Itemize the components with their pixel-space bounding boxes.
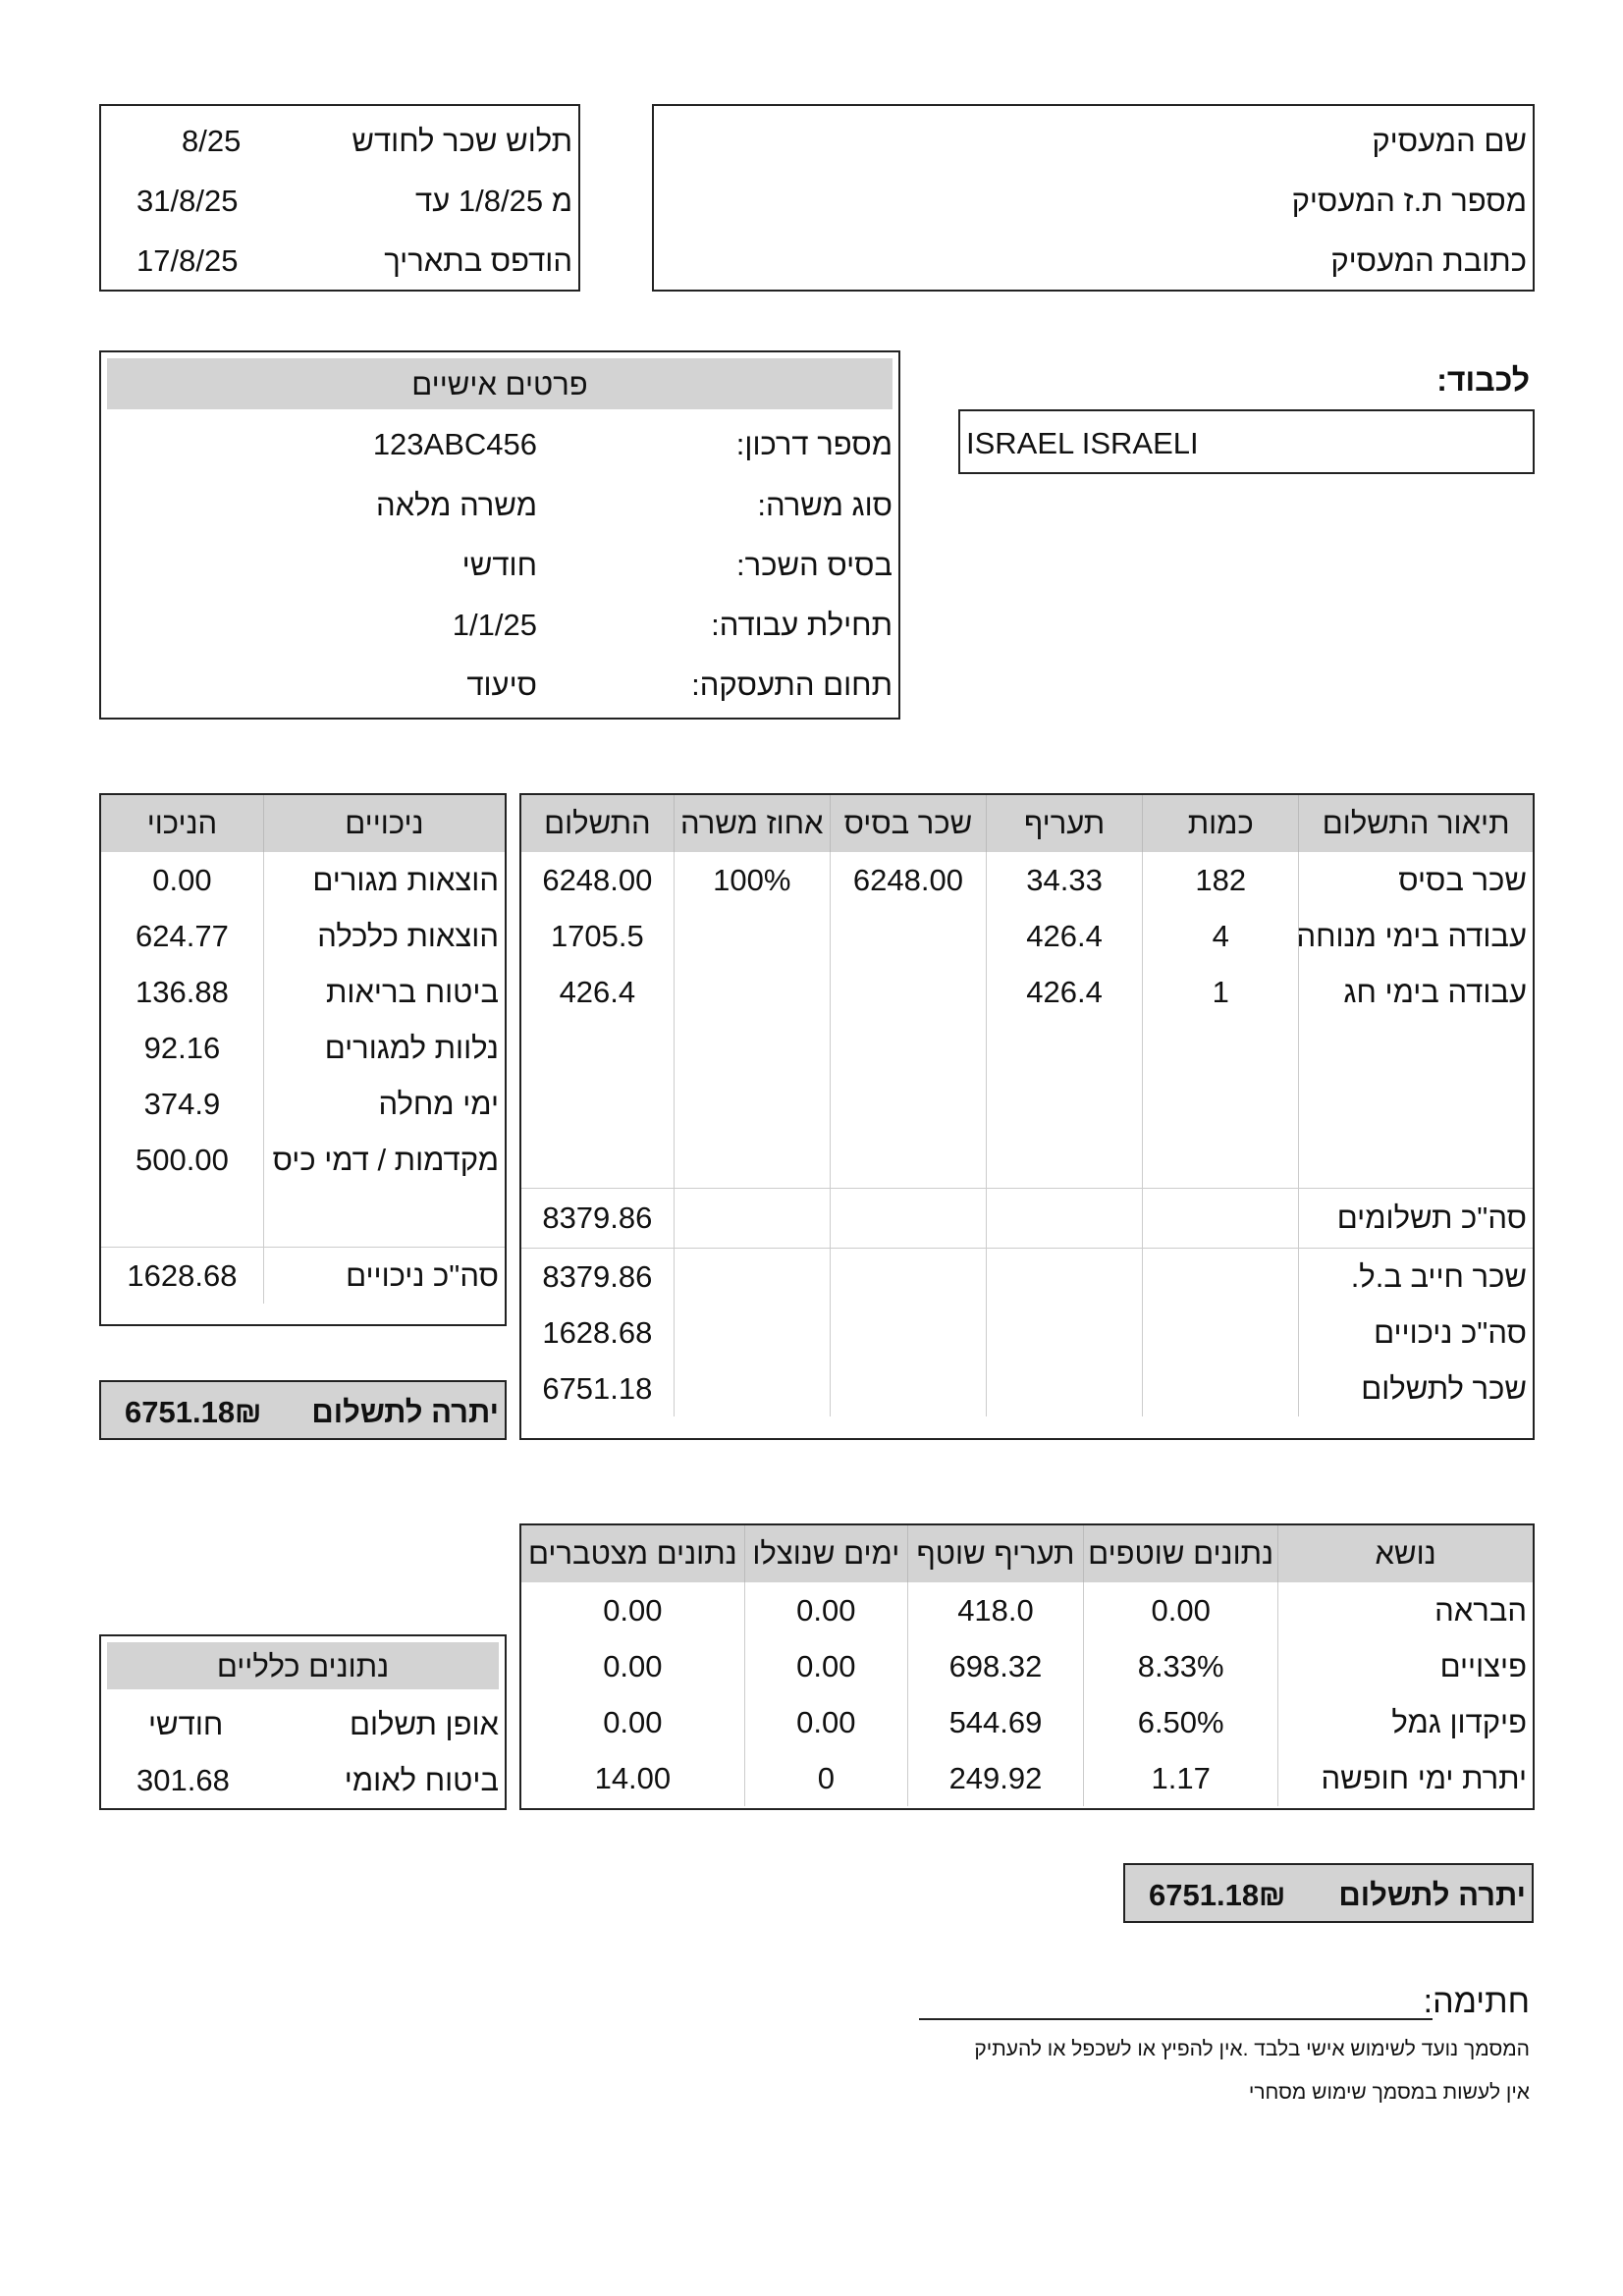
cell-job-percent xyxy=(674,1132,830,1189)
payments-total-row xyxy=(521,1249,1533,1306)
period-range-label: מ 1/8/25 עד xyxy=(415,184,572,218)
cell-current-rate: 418.0 xyxy=(907,1582,1083,1638)
cell-current-rate: 544.69 xyxy=(907,1694,1083,1750)
deductions-row xyxy=(101,1076,505,1132)
accruals-table xyxy=(521,1525,1533,1806)
cell-days-used: 0.00 xyxy=(744,1582,907,1638)
cell-subject: יתרת ימי חופשה xyxy=(1278,1750,1533,1806)
payments-row xyxy=(521,852,1533,908)
accruals-row xyxy=(521,1582,1533,1638)
cell-rate xyxy=(987,1132,1143,1189)
col-quantity: כמות xyxy=(1143,795,1299,852)
employer-id-label: מספר ת.ז המעסיק xyxy=(1291,184,1527,218)
cell-payment-desc xyxy=(1299,1132,1533,1189)
cell-accumulated: 14.00 xyxy=(594,1760,672,1795)
cell-payment: 6248.00 xyxy=(542,862,653,897)
payment-method-label: אופן תשלום xyxy=(349,1707,499,1741)
accruals-body xyxy=(521,1582,1533,1806)
cell-quantity xyxy=(1143,1020,1299,1076)
cell-payment-desc: שכר חייב ב.ל. xyxy=(1299,1249,1533,1306)
passport-value: 123ABC456 xyxy=(372,427,537,461)
cell-quantity: 182 xyxy=(1143,852,1299,908)
cell-deduction-name: הוצאות מגורים xyxy=(263,852,505,908)
payments-row xyxy=(521,1076,1533,1132)
cell-base-salary xyxy=(830,1249,986,1306)
payments-total-row xyxy=(521,1189,1533,1249)
cell-current-rate: 249.92 xyxy=(907,1750,1083,1806)
balance-value: 6751.18₪ xyxy=(125,1395,262,1429)
cell-deduction-amount: 500.00 xyxy=(135,1142,229,1177)
deductions-row xyxy=(101,1020,505,1076)
cell-days-used: 0.00 xyxy=(744,1638,907,1694)
col-rate: תעריף xyxy=(987,795,1143,852)
cell-deduction-name xyxy=(263,1188,505,1248)
deductions-table-box xyxy=(99,793,507,1326)
cell-job-percent xyxy=(674,1189,830,1249)
cell-payment-desc: שכר בסיס xyxy=(1299,852,1533,908)
general-data-box xyxy=(99,1634,507,1810)
cell-deduction-name: נלוות למגורים xyxy=(263,1020,505,1076)
accruals-row xyxy=(521,1694,1533,1750)
deductions-spacer-row xyxy=(101,1188,505,1248)
start-date-value: 1/1/25 xyxy=(452,608,537,642)
cell-payment xyxy=(521,1076,674,1132)
col-current-data: נתונים שוטפים xyxy=(1084,1525,1278,1582)
period-month-label: תלוש שכר לחודש xyxy=(352,124,572,158)
cell-deduction-name: מקדמות / דמי כיס xyxy=(263,1132,505,1188)
employer-box xyxy=(652,104,1535,292)
payments-row xyxy=(521,908,1533,964)
cell-deduction-name: סה"כ ניכויים xyxy=(263,1248,505,1305)
occupation-value: סיעוד xyxy=(466,667,537,702)
deductions-total-row xyxy=(101,1248,505,1305)
accruals-row xyxy=(521,1638,1533,1694)
cell-current-data: 8.33% xyxy=(1084,1638,1278,1694)
cell-quantity xyxy=(1143,1076,1299,1132)
cell-payment xyxy=(521,1132,674,1189)
balance-label: יתרה לתשלום xyxy=(311,1395,499,1429)
payment-method-value: חודשי xyxy=(148,1707,224,1741)
payments-total-row xyxy=(521,1361,1533,1416)
cell-base-salary: 6248.00 xyxy=(830,852,986,908)
cell-rate xyxy=(987,1249,1143,1306)
cell-payment-desc: שכר לתשלום xyxy=(1299,1361,1533,1416)
job-type-label: סוג משרה: xyxy=(757,488,893,522)
cell-job-percent xyxy=(674,1076,830,1132)
salary-basis-label: בסיס השכר: xyxy=(736,548,893,582)
disclaimer-note-1: המסמך נועד לשימוש אישי בלבד .אין להפיץ או לשכפל או להעתיק xyxy=(974,2038,1530,2060)
salary-basis-value: חודשי xyxy=(461,548,537,582)
cell-job-percent xyxy=(674,964,830,1020)
cell-rate: 426.4 xyxy=(987,908,1143,964)
cell-payment: 426.4 xyxy=(559,974,636,1009)
cell-base-salary xyxy=(830,908,986,964)
cell-payment-desc: עבודה בימי מנוחה xyxy=(1299,908,1533,964)
signature-line xyxy=(919,2018,1433,2020)
col-subject: נושא xyxy=(1278,1525,1533,1582)
national-insurance-value: 301.68 xyxy=(136,1763,230,1797)
accruals-table-box xyxy=(519,1523,1535,1810)
cell-payment: 8379.86 xyxy=(521,1249,674,1306)
cell-payment-desc: סה"כ ניכויים xyxy=(1299,1305,1533,1361)
cell-current-data: 0.00 xyxy=(1084,1582,1278,1638)
passport-label: מספר דרכון: xyxy=(735,427,893,461)
employer-name-label: שם המעסיק xyxy=(1372,124,1527,158)
balance-bottom-value: 6751.18₪ xyxy=(1149,1878,1286,1912)
cell-current-data: 6.50% xyxy=(1084,1694,1278,1750)
payments-header-row xyxy=(521,795,1533,852)
cell-quantity xyxy=(1143,1305,1299,1361)
cell-deduction-amount xyxy=(101,1188,263,1248)
cell-payment: 8379.86 xyxy=(521,1189,674,1249)
cell-quantity xyxy=(1143,1249,1299,1306)
occupation-label: תחום התעסקה: xyxy=(691,667,893,702)
cell-deduction-amount: 624.77 xyxy=(135,918,229,953)
cell-rate: 34.33 xyxy=(987,852,1143,908)
disclaimer-note-2: אין לעשות במסמך שימוש מסחרי xyxy=(1248,2081,1530,2104)
cell-accumulated: 0.00 xyxy=(603,1648,663,1683)
printed-date-label: הודפס בתאריך xyxy=(384,243,572,278)
personal-details-box xyxy=(99,350,900,720)
cell-deduction-name: הוצאות כלכלה xyxy=(263,908,505,964)
col-deduction-amount: הניכוי xyxy=(101,795,263,852)
cell-quantity: 4 xyxy=(1143,908,1299,964)
cell-payment xyxy=(521,1020,674,1076)
payments-row xyxy=(521,1020,1533,1076)
col-payment: התשלום xyxy=(521,795,674,852)
col-payment-desc: תיאור התשלום xyxy=(1299,795,1533,852)
cell-job-percent xyxy=(674,1305,830,1361)
cell-deduction-amount: 92.16 xyxy=(143,1030,221,1065)
cell-accumulated: 0.00 xyxy=(603,1704,663,1739)
cell-job-percent xyxy=(674,1249,830,1306)
cell-base-salary xyxy=(830,1132,986,1189)
balance-box-bottom xyxy=(1123,1863,1534,1923)
cell-base-salary xyxy=(830,1076,986,1132)
cell-quantity xyxy=(1143,1361,1299,1416)
cell-base-salary xyxy=(830,1361,986,1416)
cell-quantity xyxy=(1143,1189,1299,1249)
cell-job-percent xyxy=(674,1020,830,1076)
accruals-row xyxy=(521,1750,1533,1806)
printed-date-value: 17/8/25 xyxy=(136,243,239,278)
period-range-value: 31/8/25 xyxy=(136,184,239,218)
col-job-percent: אחוז משרה xyxy=(674,795,830,852)
cell-deduction-amount: 374.9 xyxy=(143,1086,221,1121)
payments-table xyxy=(521,795,1533,1416)
job-type-value: משרה מלאה xyxy=(375,488,537,522)
cell-subject: הבראה xyxy=(1278,1582,1533,1638)
personal-details-header xyxy=(107,358,893,409)
general-data-title: נתונים כלליים xyxy=(216,1649,390,1683)
col-current-rate: תעריף שוטף xyxy=(907,1525,1083,1582)
deductions-row xyxy=(101,1132,505,1188)
cell-days-used: 0 xyxy=(744,1750,907,1806)
payments-body xyxy=(521,852,1533,1416)
cell-payment: 1705.5 xyxy=(550,918,644,953)
cell-quantity: 1 xyxy=(1143,964,1299,1020)
accruals-header-row xyxy=(521,1525,1533,1582)
payments-table-box xyxy=(519,793,1535,1440)
cell-rate xyxy=(987,1076,1143,1132)
start-date-label: תחילת עבודה: xyxy=(711,608,893,642)
deductions-table xyxy=(101,795,505,1304)
deductions-row xyxy=(101,964,505,1020)
cell-payment: 1628.68 xyxy=(542,1314,653,1350)
deductions-header-row xyxy=(101,795,505,852)
cell-job-percent xyxy=(674,1361,830,1416)
payments-row xyxy=(521,964,1533,1020)
national-insurance-label: ביטוח לאומי xyxy=(344,1763,499,1797)
cell-rate xyxy=(987,1361,1143,1416)
deductions-body xyxy=(101,852,505,1304)
cell-accumulated: 0.00 xyxy=(603,1592,663,1628)
recipient-name: ISRAEL ISRAELI xyxy=(966,426,1199,460)
period-month-value: 8/25 xyxy=(182,124,242,158)
deductions-row xyxy=(101,908,505,964)
cell-deduction-amount: 0.00 xyxy=(152,862,212,897)
recipient-name-box xyxy=(958,409,1535,474)
cell-current-data: 1.17 xyxy=(1084,1750,1278,1806)
signature-label: חתימה: xyxy=(1423,1983,1530,2020)
cell-rate xyxy=(987,1020,1143,1076)
cell-current-rate: 698.32 xyxy=(907,1638,1083,1694)
cell-subject: פיקדון גמל xyxy=(1278,1694,1533,1750)
cell-deduction-name: ימי מחלה xyxy=(263,1076,505,1132)
cell-base-salary xyxy=(830,1020,986,1076)
employer-address-label: כתובת המעסיק xyxy=(1330,243,1527,278)
col-deduction-name: ניכויים xyxy=(263,795,505,852)
balance-bottom-label: יתרה לתשלום xyxy=(1338,1878,1526,1912)
cell-quantity xyxy=(1143,1132,1299,1189)
col-days-used: ימים שנוצלו xyxy=(744,1525,907,1582)
cell-base-salary xyxy=(830,1189,986,1249)
deductions-row xyxy=(101,852,505,908)
cell-rate: 426.4 xyxy=(987,964,1143,1020)
personal-details-title: פרטים אישיים xyxy=(411,367,588,401)
cell-payment-desc: עבודה בימי חג xyxy=(1299,964,1533,1020)
cell-base-salary xyxy=(830,964,986,1020)
cell-subject: פיצויים xyxy=(1278,1638,1533,1694)
cell-payment-desc xyxy=(1299,1076,1533,1132)
cell-days-used: 0.00 xyxy=(744,1694,907,1750)
cell-deduction-amount: 136.88 xyxy=(135,974,229,1009)
cell-rate xyxy=(987,1305,1143,1361)
cell-job-percent xyxy=(674,908,830,964)
cell-payment-desc: סה"כ תשלומים xyxy=(1299,1189,1533,1249)
cell-payment-desc xyxy=(1299,1020,1533,1076)
cell-base-salary xyxy=(830,1305,986,1361)
balance-box xyxy=(99,1380,507,1440)
cell-payment: 6751.18 xyxy=(542,1370,653,1406)
col-base-salary: שכר בסיס xyxy=(830,795,986,852)
payments-total-row xyxy=(521,1305,1533,1361)
col-accumulated: נתונים מצטברים xyxy=(521,1525,744,1582)
cell-deduction-name: ביטוח בריאות xyxy=(263,964,505,1020)
general-data-header xyxy=(107,1642,499,1689)
cell-job-percent: 100% xyxy=(674,852,830,908)
cell-deduction-amount: 1628.68 xyxy=(101,1248,263,1305)
payments-row xyxy=(521,1132,1533,1189)
recipient-label: לכבוד: xyxy=(1436,362,1530,398)
cell-rate xyxy=(987,1189,1143,1249)
payslip-period-box xyxy=(99,104,580,292)
